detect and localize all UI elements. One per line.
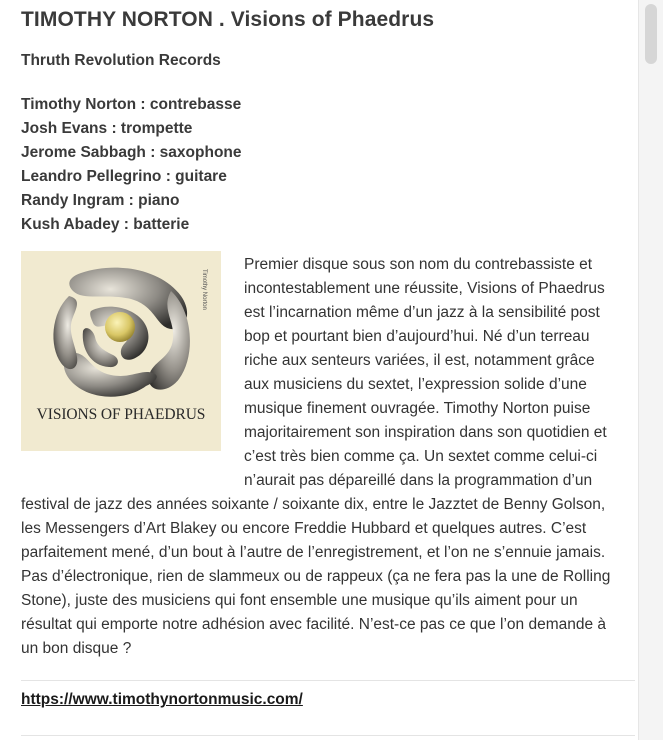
review-line: c’est très bien comme ça. Un sextet comme celui-ci xyxy=(244,448,598,465)
review-line: incontestablement une réussite, Visions of Phaedrus xyxy=(244,280,605,297)
musician-lineup xyxy=(21,93,242,237)
review-line: un bon disque ? xyxy=(21,640,132,657)
musician-item: Randy Ingram : piano xyxy=(21,192,180,209)
musician-item: Jerome Sabbagh : saxophone xyxy=(21,144,242,161)
cover-title: VISIONS OF PHAEDRUS xyxy=(36,406,206,423)
scrollbar-thumb[interactable] xyxy=(645,4,657,64)
vertical-scrollbar[interactable] xyxy=(638,0,663,740)
divider-bottom xyxy=(21,735,635,736)
review-line: parfaitement mené, d’un bout à l’autre de l’enregistrement, et l’on ne s’ennuie jamais. xyxy=(21,544,606,561)
musician-item: Leandro Pellegrino : guitare xyxy=(21,168,227,185)
divider-top xyxy=(21,680,635,681)
review-line: aux musiciens du sextet, l’expression solide d’une xyxy=(244,376,587,393)
review-line: majoritairement son inspiration dans son quotidien et xyxy=(244,424,607,441)
musician-item: Timothy Norton : contrebasse xyxy=(21,96,242,113)
album-cover xyxy=(21,251,221,451)
cover-artist: Timothy Norton xyxy=(201,269,207,310)
musician-item: Kush Abadey : batterie xyxy=(21,216,190,233)
review-line: résultat qui emporte notre adhésion avec facilité. N’est-ce pas ce que l’on demande à xyxy=(21,616,607,633)
artist-website-link[interactable]: https://www.timothynortonmusic.com/ xyxy=(21,691,303,708)
review-line: les Messengers d’Art Blakey ou encore Freddie Hubbard et quelques autres. C’est xyxy=(21,520,587,537)
gold-sphere-icon xyxy=(105,312,135,342)
article-title: TIMOTHY NORTON . Visions of Phaedrus xyxy=(21,8,435,31)
review-line: Premier disque sous son nom du contrebassiste et xyxy=(244,256,593,273)
review-line: n’aurait pas dépareillé dans la programmation d’un xyxy=(244,472,593,489)
review-line: Stone), juste des musiciens qui font ensemble une musique qu’ils aiment pour un xyxy=(21,592,578,609)
review-line: musique finement ouvragée. Timothy Norton puise xyxy=(244,400,591,417)
musician-item: Josh Evans : trompette xyxy=(21,120,193,137)
review-line: festival de jazz des années soixante / soixante dix, entre le Jazztet de Benny Golson, xyxy=(21,496,606,513)
review-line: riche aux senteurs variées, il est, notamment grâce xyxy=(244,352,595,369)
review-line: est l’incarnation même d’un jazz à la sensibilité post xyxy=(244,304,600,321)
record-label: Thruth Revolution Records xyxy=(21,52,221,69)
review-line: Pas d’électronique, rien de slammeux ou de rappeux (ça ne fera pas la une de Rolling xyxy=(21,568,611,585)
review-line: bop et pourtant bien d’aujourd’hui. Né d’un terreau xyxy=(244,328,590,345)
